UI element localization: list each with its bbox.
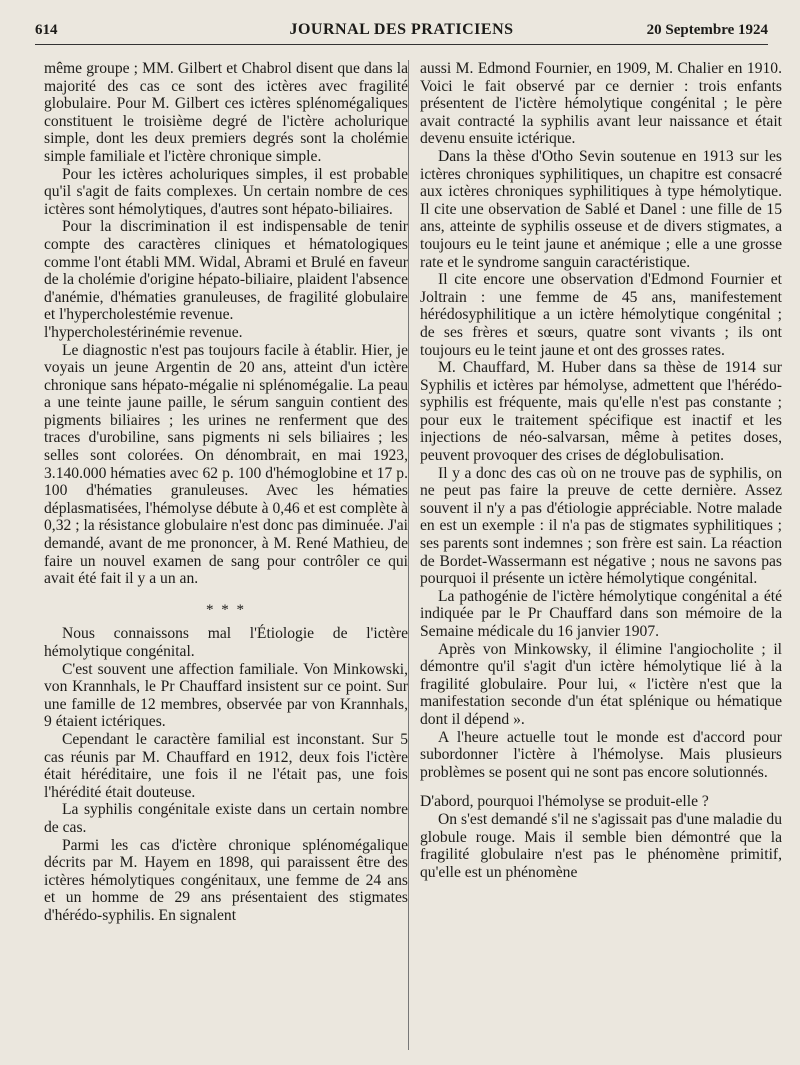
paragraph: C'est souvent une affection familiale. Von Minkowski, von Krannhals, le Pr Chauffard insistent sur ce point. Sur une famille de 12 membres, observée par von Krannhals, 9 étaient ictériques. [44, 660, 408, 731]
page-number: 614 [35, 22, 58, 38]
left-column [44, 60, 408, 1050]
paragraph: aussi M. Edmond Fournier, en 1909, M. Chalier en 1910. Voici le fait observé par ce dernier : trois enfants présentent de l'ictère hémolytique congénital ; le père avait contracté la syphilis avant leur naissance et était devenu ensuite ictérique. [420, 60, 782, 148]
paragraph: Pour la discrimination il est indispensable de tenir compte des caractères cliniques et hématologiques comme l'ont établi MM. Widal, Abrami et Brulé en faveur de la cholémie d'origine hépato-biliaire, plaident l'absence d'anémie, d'hématies granuleuses, de fragilité globulaire et l'hypercholestémie revenue. [44, 218, 408, 324]
paragraph: Dans la thèse d'Otho Sevin soutenue en 1913 sur les ictères chroniques syphilitiques, un chapitre est consacré aux ictères chroniques syphilitiques à type hémolytique. Il cite une observation de Sablé et Danel : une fille de 15 ans, atteinte de syphilis osseuse et de divers stigmates, a toujours eu le teint jaune et anémique ; elle a une grosse rate et le syndrome sanguin caractéristique. [420, 147, 782, 271]
paragraph: même groupe ; MM. Gilbert et Chabrol disent que dans la majorité des cas ce sont des ictères avec fragilité globulaire. Pour M. Gilbert ces ictères splénomégaliques constituent le troisième degré de l'ictère acholurique simple, dont les deux premiers degrés sont la cholémie simple familiale et l'ictère chronique simple. [44, 60, 408, 165]
paragraph: On s'est demandé s'il ne s'agissait pas d'une maladie du globule rouge. Mais il semble bien démontré que la fragilité globulaire n'est pas le phénomène primitif, qu'elle est un phénomène [420, 810, 782, 881]
page-header [35, 20, 768, 42]
paragraph: D'abord, pourquoi l'hémolyse se produit-elle ? [420, 793, 709, 811]
column-divider [408, 60, 409, 1050]
paragraph: Après von Minkowsky, il élimine l'angiocholite ; il démontre qu'il s'agit d'un ictère hémolytique lié à la fragilité globulaire. Pour lui, « l'ictère n'est que la manifestation seconde d'un état splénique ou hématique dont il dépend ». [420, 640, 782, 728]
paragraph: Pour les ictères acholuriques simples, il est probable qu'il s'agit de faits complexes. Un certain nombre de ces ictères sont hémolytiques, d'autres sont hépato-biliaires. [44, 165, 408, 218]
paragraph: Il y a donc des cas où on ne trouve pas de syphilis, on ne peut pas faire la preuve de cette dernière. Assez souvent il n'y a pas d'étiologie appréciable. Notre malade en est un exemple : il n'a pas de stigmates syphilitiques ; ses parents sont indemnes ; son frère est sain. La réaction de Bordet-Wassermann est négative ; nous ne savons pas pourquoi il présente un ictère hémolytique congénital. [420, 464, 782, 588]
paragraph: Nous connaissons mal l'Étiologie de l'ictère hémolytique congénital. [44, 625, 408, 660]
paragraph: Il cite encore une observation d'Edmond Fournier et Joltrain : une femme de 45 ans, manifestement hérédosyphilitique a un ictère hémolytique congénital ; de ses frères et sœurs, quatre sont vivants ; ils ont toujours eu le teint jaune et ont des grosses rates. [420, 271, 782, 359]
paragraph: l'hypercholestérinémie revenue. [44, 323, 243, 341]
paragraph: Parmi les cas d'ictère chronique splénomégalique décrits par M. Hayem en 1898, qui paraissent être des ictères hémolytiques congénitaux, une femme de 24 ans et un homme de 29 ans présentaient des stigmates d'hérédo-syphilis. En signalent [44, 836, 408, 924]
paragraph: M. Chauffard, M. Huber dans sa thèse de 1914 sur Syphilis et ictères par hémolyse, admettent que l'hérédo-syphilis est fréquente, mais qu'elle n'est pas constante ; pour eux le traitement spécifique est inactif et les injections de néo-salvarsan, même à petites doses, peuvent provoquer des crises de déglobulisation. [420, 359, 782, 465]
paragraph: La syphilis congénitale existe dans un certain nombre de cas. [44, 801, 408, 836]
paragraph: Le diagnostic n'est pas toujours facile à établir. Hier, je voyais un jeune Argentin de 20 ans, atteint d'un ictère chronique sans hépato-mégalie ni splénomégalie. La peau a une teinte jaune paille, le sérum sanguin contient des pigments biliaires ; les urines ne renferment que des traces d'urobiline, sans pigments ni sels biliaires ; les selles sont colorées. On dénombrait, en mai 1923, 3.140.000 hématies avec 62 p. 100 d'hémoglobine et 17 p. 100 d'hématies granuleuses. Avec les hématies déplasmatisées, l'hémolyse débute à 0,46 et est complète à 0,32 ; la résistance globulaire n'est donc pas diminuée. J'ai demandé, avant de me prononcer, à M. René Mathieu, de faire un nouvel examen de sang pour contrôler ce qui avait été fait il y a un an. [44, 341, 408, 588]
journal-title: JOURNAL DES PRATICIENS [289, 21, 514, 38]
paragraph: La pathogénie de l'ictère hémolytique congénital a été indiquée par le Pr Chauffard dans son mémoire de la Semaine médicale du 16 janvier 1907. [420, 587, 782, 640]
section-gap [420, 781, 782, 793]
paragraph: A l'heure actuelle tout le monde est d'accord pour subordonner l'ictère à l'hémolyse. Mais plusieurs problèmes se posent qui ne sont pas encore solutionnés. [420, 728, 782, 781]
section-separator: * * * [206, 601, 246, 618]
header-rule [35, 44, 768, 45]
right-column [420, 60, 782, 1050]
paragraph: Cependant le caractère familial est inconstant. Sur 5 cas réunis par M. Chauffard en 1912, deux fois l'ictère était héréditaire, une fois il ne l'était pas, une fois l'hérédité était douteuse. [44, 730, 408, 801]
issue-date: 20 Septembre 1924 [646, 22, 768, 38]
